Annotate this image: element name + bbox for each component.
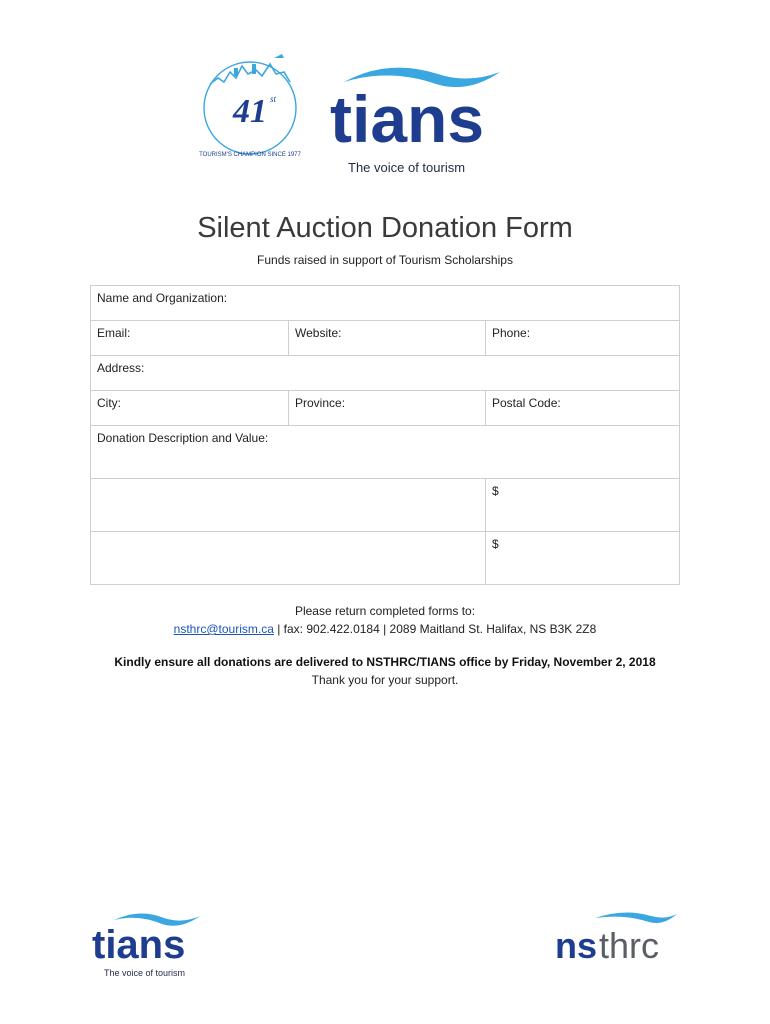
- donation-item-row: [91, 532, 680, 585]
- dollar-sign: $: [492, 484, 499, 498]
- tians-bottom-logo: [92, 910, 202, 980]
- address-field[interactable]: [91, 356, 680, 391]
- nsthrc-ns-text: ns: [555, 925, 598, 965]
- postal-code-field[interactable]: [486, 391, 680, 426]
- province-field[interactable]: [289, 391, 486, 426]
- donation-desc-field[interactable]: [91, 426, 680, 479]
- donation-desc-label: Donation Description and Value:: [97, 431, 269, 445]
- 41-superscript: st: [270, 94, 277, 104]
- postal-code-label: Postal Code:: [492, 396, 561, 410]
- city-label: City:: [97, 396, 121, 410]
- return-line: Please return completed forms to:: [294, 604, 476, 618]
- 41st-anniversary-logo: [190, 44, 310, 164]
- nsthrc-wave-icon: [595, 912, 677, 923]
- nsthrc-logo: [555, 910, 680, 965]
- city-row: [91, 391, 680, 426]
- tians-bottom-tagline: The voice of tourism: [104, 968, 186, 978]
- name-org-row: [91, 286, 680, 321]
- donation-item-1-value[interactable]: [486, 479, 680, 532]
- donation-item-2-description[interactable]: [91, 532, 486, 585]
- donation-item-1-description[interactable]: [91, 479, 486, 532]
- donation-form-table: [90, 285, 680, 585]
- phone-field[interactable]: [486, 321, 680, 356]
- donation-item-2-value[interactable]: [486, 532, 680, 585]
- tians-logo: [328, 60, 504, 180]
- address-row: [91, 356, 680, 391]
- contact-details: | fax: 902.422.0184 | 2089 Maitland St. Halifax, NS B3K 2Z8: [273, 622, 597, 636]
- province-label: Province:: [295, 396, 346, 410]
- name-org-field[interactable]: [91, 286, 680, 321]
- tians-bottom-wordmark: tians: [92, 923, 186, 967]
- 41-text: 41: [233, 93, 267, 130]
- donation-desc-row: [91, 426, 680, 479]
- name-org-label: Name and Organization:: [97, 291, 228, 305]
- header-logos: [190, 40, 510, 175]
- contact-row: [91, 321, 680, 356]
- email-field[interactable]: [91, 321, 289, 356]
- thank-you-text: Thank you for your support.: [311, 673, 459, 687]
- tians-wordmark: tians: [330, 82, 485, 156]
- city-field[interactable]: [91, 391, 289, 426]
- deadline-notice: Kindly ensure all donations are delivered to NSTHRC/TIANS office by Friday, November 2, 2018: [114, 655, 656, 669]
- 41-ring-text: TOURISM'S CHAMPION SINCE 1977: [199, 152, 301, 158]
- return-instructions: [0, 602, 770, 638]
- website-field[interactable]: [289, 321, 486, 356]
- nsthrc-thrc-text: thrc: [599, 925, 660, 965]
- email-label: Email:: [97, 326, 131, 340]
- address-label: Address:: [97, 361, 145, 375]
- contact-line: [0, 620, 770, 638]
- phone-label: Phone:: [492, 326, 531, 340]
- page-title: Silent Auction Donation Form: [197, 212, 573, 244]
- tians-tagline: The voice of tourism: [348, 160, 466, 175]
- website-label: Website:: [295, 326, 342, 340]
- page-subtitle: Funds raised in support of Tourism Scholarships: [257, 253, 513, 267]
- email-link[interactable]: nsthrc@tourism.ca: [173, 622, 274, 636]
- dollar-sign: $: [492, 537, 499, 551]
- donation-item-row: [91, 479, 680, 532]
